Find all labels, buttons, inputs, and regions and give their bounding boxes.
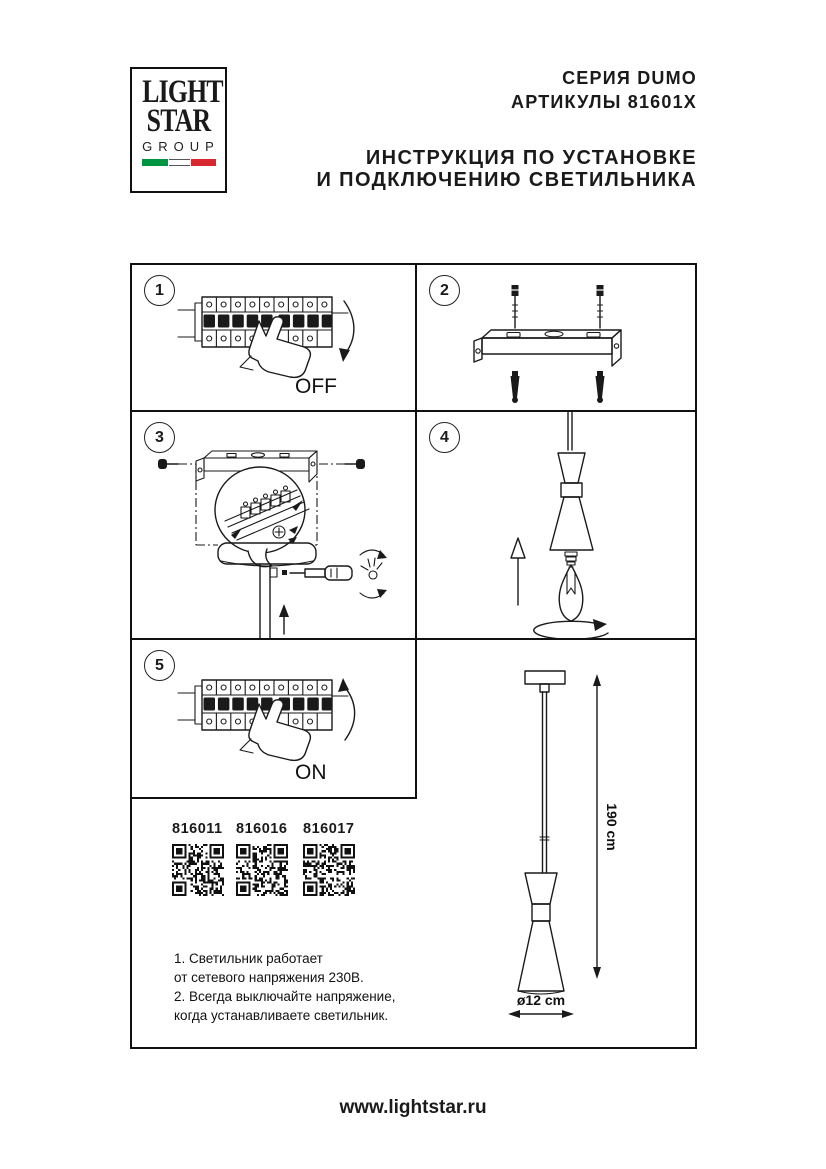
canopy-drawing	[218, 543, 316, 638]
screws-drawing	[512, 285, 604, 328]
rotate-hand-icon	[360, 550, 387, 598]
diameter-label: ø12 cm	[516, 992, 566, 1008]
step-5-panel	[132, 640, 417, 799]
instruction-title-block	[316, 147, 697, 191]
bulb-drawing	[559, 552, 582, 621]
switch-down-arrow-icon	[339, 301, 354, 362]
safety-notes	[174, 949, 395, 1025]
pendant-drawing	[518, 671, 565, 994]
info-panel	[132, 799, 417, 1047]
step-2-panel	[417, 265, 695, 412]
step-1-badge: 1	[144, 275, 175, 306]
on-label: ON	[295, 761, 327, 784]
terminal-block-inset	[215, 467, 309, 567]
switch-up-arrow-icon	[338, 678, 355, 740]
up-arrow-icon	[511, 538, 525, 605]
instruction-line-1: ИНСТРУКЦИЯ ПО УСТАНОВКЕ	[365, 147, 697, 169]
qr-code	[236, 844, 288, 896]
steps-grid	[130, 263, 697, 1049]
qr-code	[172, 844, 224, 896]
article-code: 816016	[236, 821, 288, 837]
up-arrow-icon	[279, 604, 289, 634]
note-line: когда устанавливаете светильник.	[174, 1008, 389, 1023]
step-5-badge: 5	[144, 650, 175, 681]
rotation-arrow-icon	[534, 619, 608, 638]
article-code: 816017	[303, 821, 355, 837]
height-label: 190 cm	[604, 803, 620, 851]
pendant-dimensions-illustration	[417, 640, 695, 1047]
wall-anchors-drawing	[511, 371, 605, 403]
height-dimension	[593, 674, 620, 979]
qr-item	[303, 821, 361, 896]
step-3-badge: 3	[144, 422, 175, 453]
wiring-illustration	[132, 412, 415, 638]
qr-code	[303, 844, 355, 896]
flag-white	[169, 159, 190, 166]
step-4-badge: 4	[429, 422, 460, 453]
screwdriver-drawing	[270, 566, 352, 580]
step-2-badge: 2	[429, 275, 460, 306]
step-3-panel	[132, 412, 417, 640]
logo-line-light: LIGHT	[142, 74, 223, 110]
website-url: www.lightstar.ru	[339, 1097, 487, 1118]
logo-line-star: STAR	[146, 103, 211, 139]
logo-line-group: GROUP	[142, 139, 220, 154]
diameter-dimension	[508, 992, 574, 1018]
lightstar-logo	[130, 67, 227, 193]
dimensions-panel	[417, 640, 695, 1047]
step-4-panel	[417, 412, 695, 640]
articles-title: АРТИКУЛЫ 81601X	[511, 92, 697, 112]
qr-item	[236, 821, 294, 896]
note-line: 2. Всегда выключайте напряжение,	[174, 989, 396, 1004]
instruction-line-2: И ПОДКЛЮЧЕНИЮ СВЕТИЛЬНИКА	[316, 169, 697, 191]
series-title-block	[511, 66, 697, 114]
note-line: 1. Светильник работает	[174, 951, 323, 966]
article-code: 816011	[172, 821, 223, 837]
italian-flag-icon	[132, 159, 225, 166]
flag-red	[191, 159, 216, 166]
shade-drawing	[550, 412, 593, 550]
bracket-drawing	[474, 330, 621, 366]
off-label: OFF	[295, 375, 337, 398]
shade-and-bulb-illustration	[417, 412, 695, 638]
flag-green	[142, 159, 168, 166]
note-line: от сетевого напряжения 230В.	[174, 970, 364, 985]
qr-item	[172, 821, 230, 896]
step-1-panel	[132, 265, 417, 412]
series-title: СЕРИЯ DUMO	[562, 68, 697, 88]
